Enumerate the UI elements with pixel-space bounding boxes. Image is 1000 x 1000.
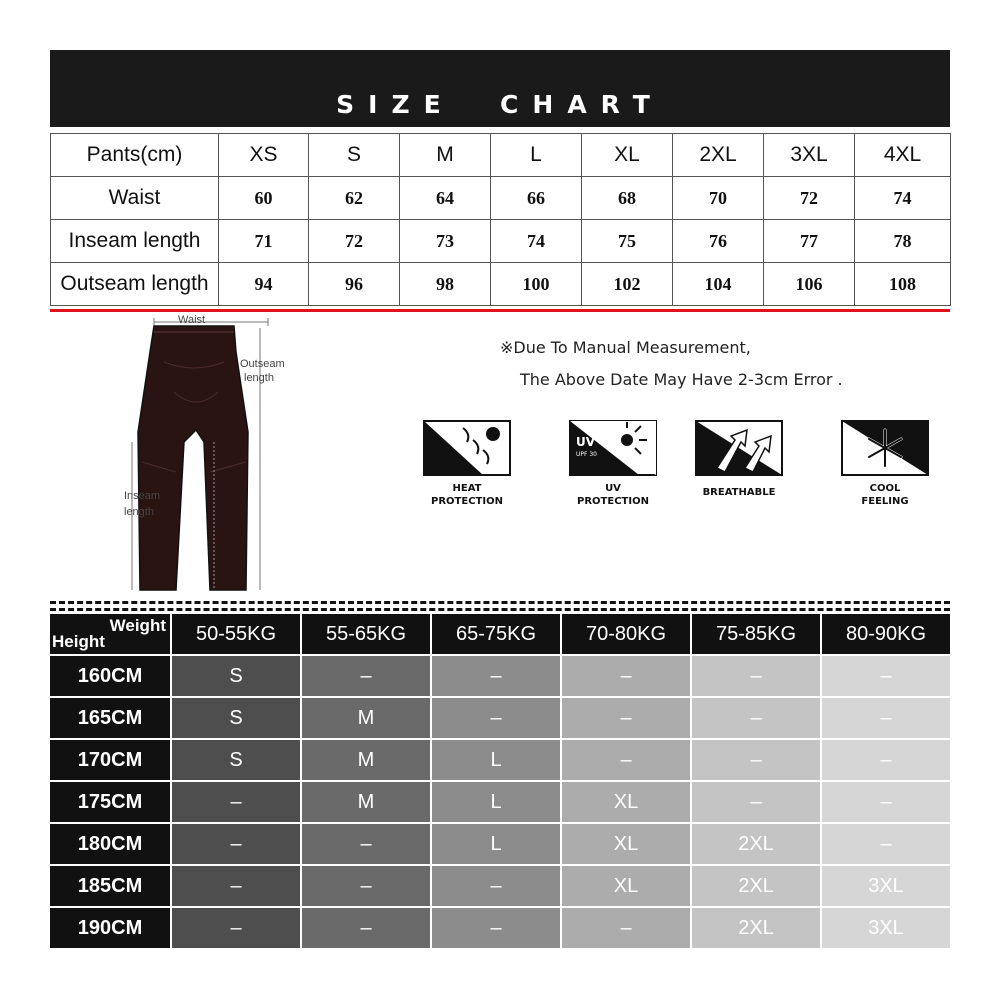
- row-label: Waist: [51, 177, 219, 220]
- size-cell: –: [562, 740, 692, 782]
- breathable-icon: [695, 420, 783, 476]
- size-cell: S: [172, 656, 302, 698]
- size-cell: –: [692, 698, 822, 740]
- table-cell: 72: [764, 177, 855, 220]
- weight-column-header: 80-90KG: [822, 614, 952, 656]
- size-cell: –: [822, 698, 952, 740]
- table-cell: 106: [764, 263, 855, 306]
- outseam-label: Outseam: [240, 358, 285, 370]
- size-cell: S: [172, 740, 302, 782]
- size-cell: –: [822, 824, 952, 866]
- size-cell: –: [432, 866, 562, 908]
- size-cell: S: [172, 698, 302, 740]
- table-cell: 96: [309, 263, 400, 306]
- uv-badge: UV: [576, 435, 596, 449]
- grid-row: [50, 866, 950, 908]
- grid-row: [50, 740, 950, 782]
- size-cell: 3XL: [822, 908, 952, 950]
- size-cell: M: [302, 740, 432, 782]
- table-row: [51, 263, 951, 306]
- size-cell: 2XL: [692, 908, 822, 950]
- pants-icon: [118, 312, 278, 607]
- feature-uv-label-2: PROTECTION: [577, 496, 649, 507]
- inseam-label: Inseam: [124, 490, 161, 502]
- page-title: SIZE CHART: [336, 90, 664, 119]
- measurement-table: [50, 133, 951, 306]
- height-row-label: 190CM: [50, 908, 172, 950]
- outseam-label-2: length: [244, 372, 274, 384]
- table-cell: 70: [673, 177, 764, 220]
- feature-cool-label-2: FEELING: [861, 496, 909, 507]
- feature-heat-label-2: PROTECTION: [431, 496, 503, 507]
- weight-column-header: 70-80KG: [562, 614, 692, 656]
- row-label: Inseam length: [51, 220, 219, 263]
- table-cell: 104: [673, 263, 764, 306]
- table-cell: 94: [219, 263, 309, 306]
- table-header-size: 2XL: [673, 134, 764, 177]
- feature-heat-protection: [412, 420, 522, 507]
- size-cell: –: [302, 656, 432, 698]
- size-cell: –: [302, 866, 432, 908]
- feature-uv-protection: [558, 420, 668, 507]
- size-cell: –: [692, 782, 822, 824]
- grid-row: [50, 824, 950, 866]
- table-cell: 74: [491, 220, 582, 263]
- size-cell: L: [432, 824, 562, 866]
- size-chart-header: [50, 50, 950, 127]
- grid-corner: [50, 614, 172, 656]
- size-cell: –: [172, 824, 302, 866]
- table-header-size: XS: [219, 134, 309, 177]
- weight-column-header: 50-55KG: [172, 614, 302, 656]
- feature-heat-label: HEAT: [452, 483, 482, 494]
- size-cell: –: [432, 656, 562, 698]
- uv-badge-sub: UPF 30: [576, 451, 598, 458]
- height-row-label: 170CM: [50, 740, 172, 782]
- size-cell: –: [822, 740, 952, 782]
- table-cell: 74: [855, 177, 951, 220]
- table-cell: 62: [309, 177, 400, 220]
- heat-icon: [423, 420, 511, 476]
- table-cell: 77: [764, 220, 855, 263]
- size-cell: XL: [562, 782, 692, 824]
- feature-cool-feeling: [830, 420, 940, 507]
- height-row-label: 160CM: [50, 656, 172, 698]
- table-header-size: L: [491, 134, 582, 177]
- table-cell: 108: [855, 263, 951, 306]
- dashed-divider-bottom: [50, 608, 950, 611]
- table-header-size: 4XL: [855, 134, 951, 177]
- row-label: Outseam length: [51, 263, 219, 306]
- size-cell: 2XL: [692, 866, 822, 908]
- size-cell: –: [432, 908, 562, 950]
- grid-row: [50, 782, 950, 824]
- size-cell: XL: [562, 824, 692, 866]
- table-header-size: M: [400, 134, 491, 177]
- grid-row: [50, 656, 950, 698]
- feature-uv-label: UV: [605, 483, 621, 494]
- size-cell: –: [432, 698, 562, 740]
- measurement-note-line2: The Above Date May Have 2-3cm Error .: [520, 370, 843, 389]
- table-row: [51, 177, 951, 220]
- table-header-size: XL: [582, 134, 673, 177]
- snowflake-icon: [841, 420, 929, 476]
- grid-row: [50, 698, 950, 740]
- table-header-unit: Pants(cm): [51, 134, 219, 177]
- table-cell: 78: [855, 220, 951, 263]
- grid-row: [50, 908, 950, 950]
- table-cell: 71: [219, 220, 309, 263]
- size-cell: –: [692, 740, 822, 782]
- waist-label: Waist: [178, 314, 206, 326]
- table-cell: 68: [582, 177, 673, 220]
- size-cell: –: [562, 908, 692, 950]
- table-cell: 75: [582, 220, 673, 263]
- size-recommendation-grid: [50, 614, 950, 950]
- height-row-label: 185CM: [50, 866, 172, 908]
- size-cell: L: [432, 740, 562, 782]
- pants-illustration: [118, 312, 285, 607]
- size-cell: XL: [562, 866, 692, 908]
- table-cell: 102: [582, 263, 673, 306]
- table-cell: 72: [309, 220, 400, 263]
- size-cell: M: [302, 698, 432, 740]
- size-cell: 2XL: [692, 824, 822, 866]
- size-cell: –: [562, 698, 692, 740]
- weight-column-header: 75-85KG: [692, 614, 822, 656]
- uv-icon: [569, 420, 657, 476]
- table-header-size: 3XL: [764, 134, 855, 177]
- size-cell: –: [302, 824, 432, 866]
- measurement-note-line1: ※Due To Manual Measurement,: [500, 338, 751, 357]
- inseam-label-2: length: [124, 506, 154, 518]
- size-cell: –: [822, 656, 952, 698]
- feature-cool-label: COOL: [869, 483, 901, 494]
- dashed-divider-top: [50, 601, 950, 604]
- table-cell: 64: [400, 177, 491, 220]
- feature-breathable-label: BREATHABLE: [702, 487, 776, 498]
- height-row-label: 180CM: [50, 824, 172, 866]
- size-cell: 3XL: [822, 866, 952, 908]
- size-cell: –: [172, 866, 302, 908]
- height-row-label: 175CM: [50, 782, 172, 824]
- weight-column-header: 65-75KG: [432, 614, 562, 656]
- table-header-size: S: [309, 134, 400, 177]
- height-row-label: 165CM: [50, 698, 172, 740]
- table-cell: 60: [219, 177, 309, 220]
- size-cell: –: [562, 656, 692, 698]
- table-cell: 73: [400, 220, 491, 263]
- size-cell: M: [302, 782, 432, 824]
- feature-breathable: [684, 420, 794, 498]
- size-cell: –: [822, 782, 952, 824]
- size-cell: –: [302, 908, 432, 950]
- height-axis-label: Height: [52, 632, 105, 651]
- table-row: [51, 220, 951, 263]
- size-cell: –: [172, 908, 302, 950]
- size-cell: L: [432, 782, 562, 824]
- size-cell: –: [172, 782, 302, 824]
- table-cell: 66: [491, 177, 582, 220]
- table-cell: 76: [673, 220, 764, 263]
- weight-column-header: 55-65KG: [302, 614, 432, 656]
- weight-axis-label: Weight: [109, 616, 166, 635]
- table-cell: 100: [491, 263, 582, 306]
- size-cell: –: [692, 656, 822, 698]
- table-cell: 98: [400, 263, 491, 306]
